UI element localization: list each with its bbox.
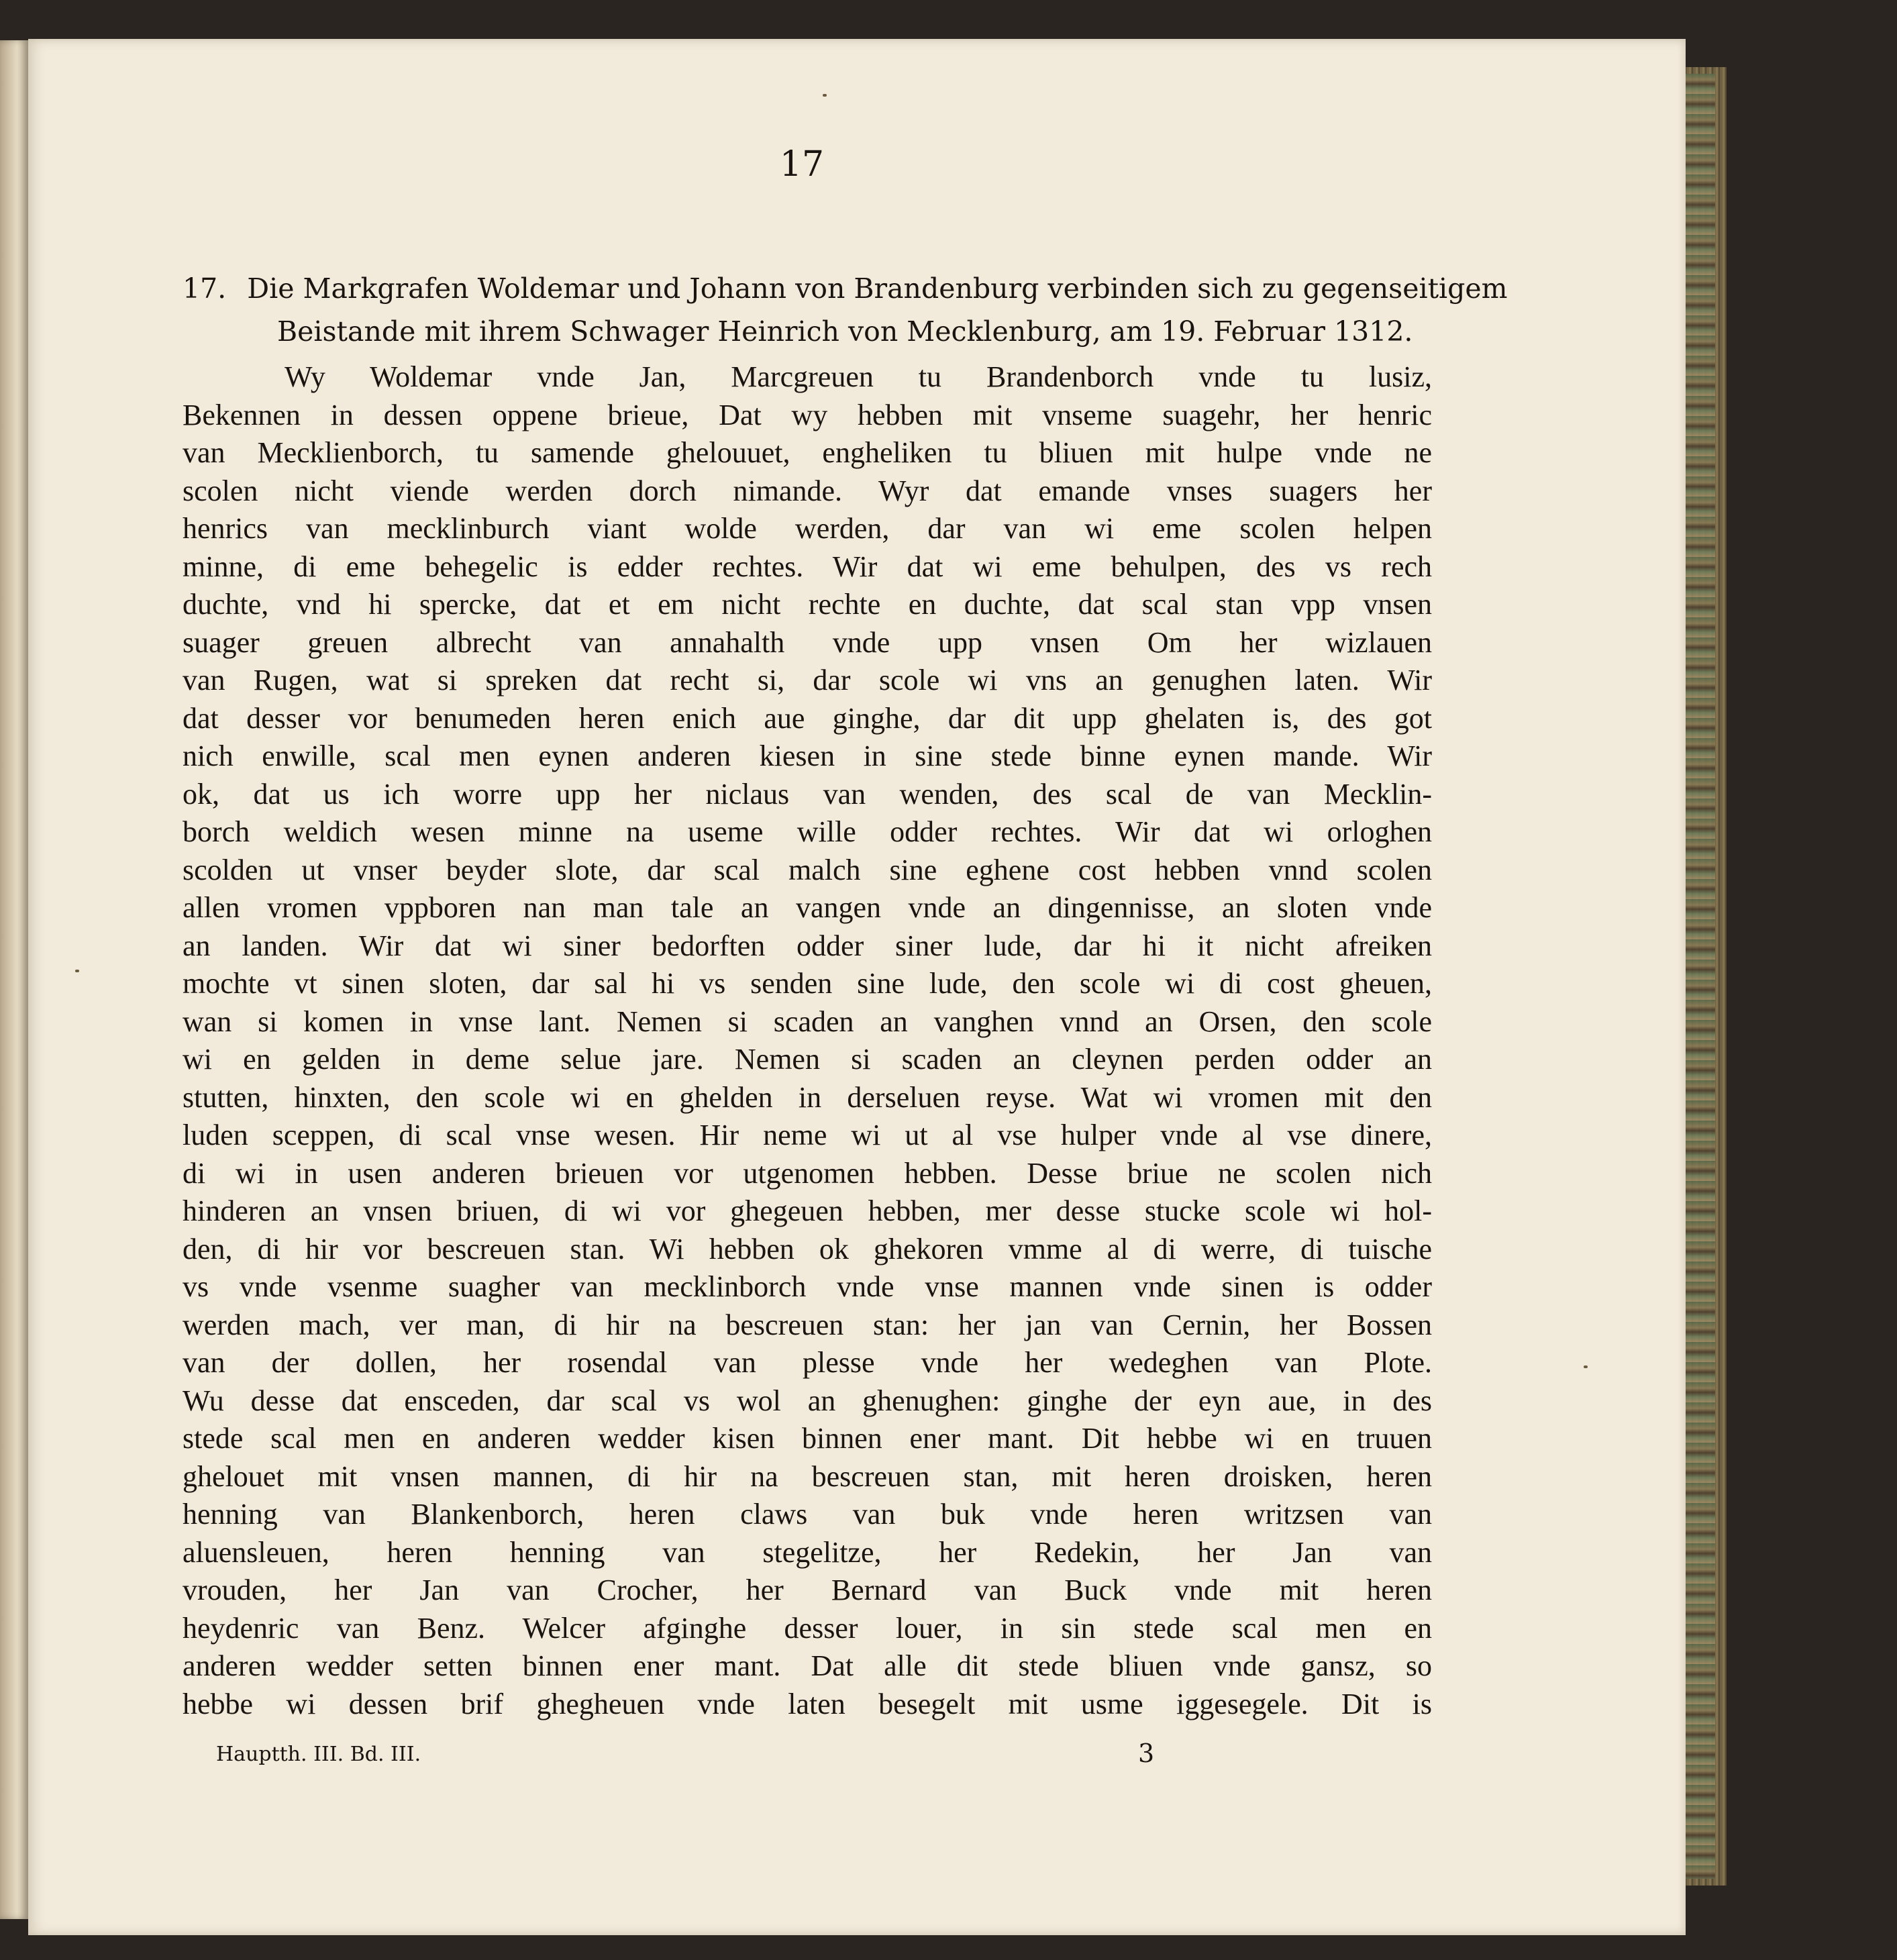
text-line: Bekennen in dessen oppene brieue, Dat wy hebben mit vnseme suagehr, her henric xyxy=(183,398,1432,431)
footer-signature: Hauptth. III. Bd. III. xyxy=(216,1743,421,1766)
text-line: vs vnde vsenme suagher van mecklinborch vnde vnse mannen vnde sinen is odder xyxy=(183,1270,1432,1303)
footer-sheet-number: 3 xyxy=(1138,1739,1155,1768)
text-line: werden mach, ver man, di hir na bescreuen stan: her jan van Cernin, her Bossen xyxy=(183,1308,1432,1341)
text-line: Wy Woldemar vnde Jan, Marcgreuen tu Brandenborch vnde tu lusiz, xyxy=(285,360,1432,393)
left-page-edge xyxy=(0,40,28,1919)
heading-text-1: Die Markgrafen Woldemar und Johann von Brandenburg verbinden sich zu gegenseitigem xyxy=(247,272,1508,305)
text-line: hebbe wi dessen brif ghegheuen vnde laten besegelt mit usme iggesegele. Dit is xyxy=(183,1687,1432,1720)
document-number: 17. xyxy=(183,272,227,305)
text-line: di wi in usen anderen brieuen vor utgenomen hebben. Desse briue ne scolen nich xyxy=(183,1156,1432,1190)
document-body xyxy=(183,358,1432,1723)
text-line: duchte, vnd hi spercke, dat et em nicht rechte en duchte, dat scal stan vpp vnsen xyxy=(183,588,1432,621)
text-line: den, di hir vor bescreuen stan. Wi hebben ok ghekoren vmme al di werre, di tuische xyxy=(183,1232,1432,1266)
text-line: luden sceppen, di scal vnse wesen. Hir neme wi ut al vse hulper vnde al vse dinere, xyxy=(183,1119,1432,1151)
text-line: borch weldich wesen minne na useme wille odder rechtes. Wir dat wi orloghen xyxy=(183,815,1432,848)
text-line: Wu desse dat ensceden, dar scal vs wol an ghenughen: ginghe der eyn aue, in des xyxy=(183,1384,1432,1417)
text-line: aluensleuen, heren henning van stegelitze, her Redekin, her Jan van xyxy=(183,1535,1432,1569)
page-number: 17 xyxy=(779,144,825,185)
text-line: henning van Blankenborch, heren claws van buk vnde heren writzsen van xyxy=(183,1498,1432,1531)
text-line: van Mecklienborch, tu samende ghelouuet, engheliken tu bliuen mit hulpe vnde ne xyxy=(183,436,1432,469)
marbled-edge xyxy=(1686,74,1715,1879)
page-speck xyxy=(823,94,827,97)
text-line: van Rugen, wat si spreken dat recht si, dar scole wi vns an genughen laten. Wir xyxy=(183,664,1432,697)
text-line: anderen wedder setten binnen ener mant. Dat alle dit stede bliuen vnde gansz, so xyxy=(183,1649,1432,1682)
text-line: hinderen an vnsen briuen, di wi vor ghegeuen hebben, mer desse stucke scole wi hol- xyxy=(183,1194,1432,1227)
text-line: vrouden, her Jan van Crocher, her Bernard van Buck vnde mit heren xyxy=(183,1574,1432,1606)
text-line: wi en gelden in deme selue jare. Nemen si scaden an cleynen perden odder an xyxy=(183,1043,1432,1076)
text-line: ghelouet mit vnsen mannen, di hir na bescreuen stan, mit heren droisken, heren xyxy=(183,1459,1432,1493)
text-line: scolden ut vnser beyder slote, dar scal malch sine eghene cost hebben vnnd scolen xyxy=(183,853,1432,886)
text-line: suager greuen albrecht van annahalth vnde upp vnsen Om her wizlauen xyxy=(183,625,1432,659)
text-line: minne, di eme behegelic is edder rechtes. Wir dat wi eme behulpen, des vs rech xyxy=(183,550,1432,583)
document-heading xyxy=(183,267,1508,353)
text-line: stede scal men en anderen wedder kisen binnen ener mant. Dit hebbe wi en truuen xyxy=(183,1422,1432,1455)
text-line: wan si komen in vnse lant. Nemen si scaden an vanghen vnnd an Orsen, den scole xyxy=(183,1004,1432,1038)
text-line: stutten, hinxten, den scole wi en ghelden in derseluen reyse. Wat wi vromen mit den xyxy=(183,1080,1432,1114)
heading-line-1 xyxy=(183,267,1508,310)
text-line: van der dollen, her rosendal van plesse vnde her wedeghen van Plote. xyxy=(183,1346,1432,1379)
text-line: dat desser vor benumeden heren enich aue ginghe, dar dit upp ghelaten is, des got xyxy=(183,701,1432,735)
page-speck xyxy=(1584,1365,1588,1368)
text-line: scolen nicht viende werden dorch nimande. Wyr dat emande vnses suagers her xyxy=(183,474,1432,507)
text-line: ok, dat us ich worre upp her niclaus van wenden, des scal de van Mecklin- xyxy=(183,777,1432,811)
text-line: allen vromen vppboren nan man tale an vangen vnde an dingennisse, an sloten vnde xyxy=(183,891,1432,924)
page-speck xyxy=(75,970,79,972)
heading-line-2: Beistande mit ihrem Schwager Heinrich von Mecklenburg, am 19. Februar 1312. xyxy=(277,315,1413,348)
text-line: henrics van mecklinburch viant wolde werden, dar van wi eme scolen helpen xyxy=(183,512,1432,545)
text-line: an landen. Wir dat wi siner bedorften odder siner lude, dar hi it nicht afreiken xyxy=(183,929,1432,962)
text-line: mochte vt sinen sloten, dar sal hi vs senden sine lude, den scole wi di cost gheuen, xyxy=(183,967,1432,1000)
text-line: heydenric van Benz. Welcer afginghe desser louer, in sin stede scal men en xyxy=(183,1611,1432,1645)
text-line: nich enwille, scal men eynen anderen kiesen in sine stede binne eynen mande. Wir xyxy=(183,739,1432,772)
